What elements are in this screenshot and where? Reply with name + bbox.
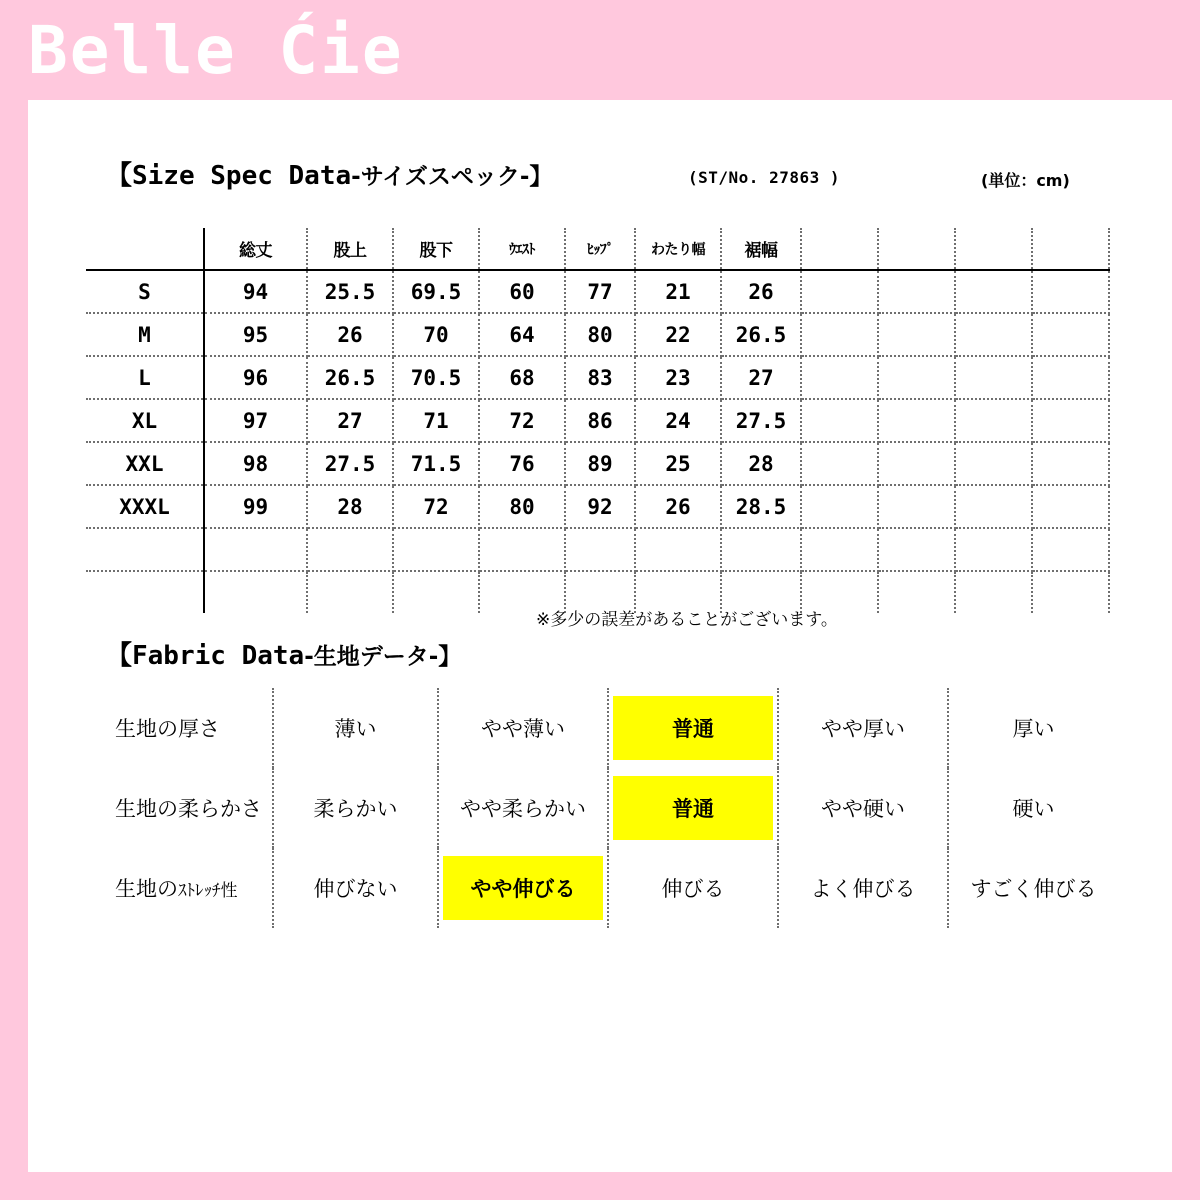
table-row-empty — [86, 528, 1109, 571]
cell-total-length: 99 — [204, 485, 307, 528]
cell-total-length: 96 — [204, 356, 307, 399]
fabric-row-thickness — [83, 688, 1118, 768]
fabric-option-selected — [608, 688, 778, 768]
fabric-option-label: やや伸びる — [470, 877, 576, 901]
cell-blank — [955, 485, 1032, 528]
col-header-hip: ﾋｯﾌﾟ — [565, 228, 635, 270]
cell-blank — [479, 528, 565, 571]
table-row — [86, 399, 1109, 442]
cell-hem-width: 28 — [721, 442, 801, 485]
cell-hem-width: 26.5 — [721, 313, 801, 356]
cell-blank — [801, 485, 878, 528]
cell-inseam: 70.5 — [393, 356, 479, 399]
cell-inseam: 69.5 — [393, 270, 479, 313]
fabric-option: やや柔らかい — [438, 768, 608, 848]
col-header-thigh-width: わたり幅 — [635, 228, 721, 270]
cell-blank — [878, 442, 955, 485]
cell-rise: 28 — [307, 485, 393, 528]
cell-blank — [1032, 313, 1109, 356]
fabric-option-label: 普通 — [672, 717, 714, 741]
fabric-option-selected — [608, 768, 778, 848]
cell-rise: 26 — [307, 313, 393, 356]
fabric-option: 柔らかい — [273, 768, 438, 848]
cell-blank — [1032, 528, 1109, 571]
cell-waist: 72 — [479, 399, 565, 442]
cell-blank — [1032, 356, 1109, 399]
cell-rise: 27.5 — [307, 442, 393, 485]
cell-thigh-width: 21 — [635, 270, 721, 313]
cell-blank — [801, 313, 878, 356]
cell-hem-width: 28.5 — [721, 485, 801, 528]
cell-hip: 86 — [565, 399, 635, 442]
row-size-label: M — [86, 313, 204, 356]
cell-rise: 27 — [307, 399, 393, 442]
cell-hem-width: 27 — [721, 356, 801, 399]
cell-blank — [955, 528, 1032, 571]
row-size-label: XXXL — [86, 485, 204, 528]
cell-blank — [307, 571, 393, 613]
brand-logo: Belle Ćie — [28, 12, 404, 89]
cell-blank — [1032, 270, 1109, 313]
cell-blank — [955, 571, 1032, 613]
col-header-inseam: 股下 — [393, 228, 479, 270]
col-header-blank-3 — [955, 228, 1032, 270]
fabric-option: 厚い — [1012, 717, 1055, 741]
size-spec-table — [86, 228, 1110, 613]
cell-thigh-width: 22 — [635, 313, 721, 356]
cell-rise: 26.5 — [307, 356, 393, 399]
size-table-header-row — [86, 228, 1109, 270]
row-size-label: XL — [86, 399, 204, 442]
fabric-data-title — [106, 635, 461, 672]
cell-blank — [878, 356, 955, 399]
cell-total-length: 98 — [204, 442, 307, 485]
cell-inseam: 72 — [393, 485, 479, 528]
fabric-row-label-main: 生地の — [115, 877, 178, 901]
fabric-option: 硬い — [1012, 797, 1055, 821]
table-row — [86, 485, 1109, 528]
cell-blank — [878, 485, 955, 528]
cell-blank — [801, 528, 878, 571]
table-row — [86, 356, 1109, 399]
fabric-row-softness — [83, 768, 1118, 848]
col-header-hem-width: 裾幅 — [721, 228, 801, 270]
size-spec-title-jp: -サイズスペック-】 — [351, 164, 553, 190]
cell-blank — [878, 528, 955, 571]
cell-waist: 64 — [479, 313, 565, 356]
cell-blank — [393, 528, 479, 571]
cell-total-length: 95 — [204, 313, 307, 356]
fabric-option-label: 普通 — [672, 797, 714, 821]
cell-blank — [1032, 571, 1109, 613]
fabric-row-label — [83, 848, 273, 928]
fabric-row-label-sub: ｽﾄﾚｯﾁ性 — [178, 881, 238, 901]
cell-blank — [307, 528, 393, 571]
cell-blank — [1032, 399, 1109, 442]
cell-blank — [955, 442, 1032, 485]
cell-waist: 76 — [479, 442, 565, 485]
cell-blank — [801, 442, 878, 485]
size-spec-title-en: 【Size Spec Data — [106, 161, 352, 191]
cell-blank — [955, 270, 1032, 313]
fabric-title-jp: -生地データ-】 — [304, 644, 462, 670]
content-inner — [28, 100, 1172, 1172]
cell-blank — [393, 571, 479, 613]
cell-blank — [204, 571, 307, 613]
cell-waist: 60 — [479, 270, 565, 313]
content-card — [28, 100, 1172, 1172]
col-header-blank-4 — [1032, 228, 1109, 270]
fabric-option: やや厚い — [778, 688, 948, 768]
col-header-blank-1 — [801, 228, 878, 270]
col-header-blank-2 — [878, 228, 955, 270]
size-spec-title — [106, 155, 552, 192]
fabric-row-label: 生地の柔らかさ — [83, 768, 273, 848]
cell-blank — [801, 270, 878, 313]
fabric-option: すごく伸びる — [970, 877, 1097, 901]
unit-label: (単位：cm) — [981, 171, 1070, 190]
cell-hip: 92 — [565, 485, 635, 528]
table-row — [86, 442, 1109, 485]
style-number: (ST/No. 27863 ) — [688, 168, 840, 187]
fabric-option: 伸びない — [273, 848, 438, 928]
cell-hip: 80 — [565, 313, 635, 356]
cell-hip: 89 — [565, 442, 635, 485]
cell-thigh-width: 24 — [635, 399, 721, 442]
row-size-label: S — [86, 270, 204, 313]
cell-blank — [878, 313, 955, 356]
cell-blank — [86, 528, 204, 571]
fabric-option: 薄い — [273, 688, 438, 768]
col-header-rise: 股上 — [307, 228, 393, 270]
cell-blank — [878, 399, 955, 442]
table-row — [86, 270, 1109, 313]
fabric-row-stretch — [83, 848, 1118, 928]
cell-blank — [801, 356, 878, 399]
row-size-label: L — [86, 356, 204, 399]
cell-inseam: 70 — [393, 313, 479, 356]
cell-rise: 25.5 — [307, 270, 393, 313]
fabric-title-en: 【Fabric Data — [106, 641, 305, 671]
cell-total-length: 94 — [204, 270, 307, 313]
cell-blank — [878, 270, 955, 313]
fabric-row-label: 生地の厚さ — [83, 688, 273, 768]
cell-blank — [955, 313, 1032, 356]
cell-inseam: 71.5 — [393, 442, 479, 485]
row-size-label: XXL — [86, 442, 204, 485]
cell-thigh-width: 23 — [635, 356, 721, 399]
fabric-option: やや硬い — [778, 768, 948, 848]
cell-blank — [955, 356, 1032, 399]
cell-blank — [565, 528, 635, 571]
fabric-option-selected — [438, 848, 608, 928]
cell-waist: 68 — [479, 356, 565, 399]
fabric-option: やや薄い — [438, 688, 608, 768]
fabric-option: よく伸びる — [778, 848, 948, 928]
cell-blank — [1032, 485, 1109, 528]
cell-hem-width: 27.5 — [721, 399, 801, 442]
cell-blank — [721, 528, 801, 571]
cell-inseam: 71 — [393, 399, 479, 442]
cell-thigh-width: 26 — [635, 485, 721, 528]
cell-total-length: 97 — [204, 399, 307, 442]
fabric-option: 伸びる — [608, 848, 778, 928]
cell-blank — [635, 528, 721, 571]
cell-hip: 83 — [565, 356, 635, 399]
cell-blank — [955, 399, 1032, 442]
measurement-note: ※多少の誤差があることがございます。 — [536, 610, 838, 630]
size-header-cell — [86, 228, 204, 270]
cell-blank — [204, 528, 307, 571]
col-header-total-length: 総丈 — [204, 228, 307, 270]
cell-blank — [878, 571, 955, 613]
cell-blank — [801, 399, 878, 442]
fabric-data-table — [83, 688, 1118, 928]
cell-hip: 77 — [565, 270, 635, 313]
cell-blank — [1032, 442, 1109, 485]
col-header-waist: ｳｴｽﾄ — [479, 228, 565, 270]
table-row — [86, 313, 1109, 356]
cell-thigh-width: 25 — [635, 442, 721, 485]
cell-blank — [86, 571, 204, 613]
cell-waist: 80 — [479, 485, 565, 528]
cell-hem-width: 26 — [721, 270, 801, 313]
